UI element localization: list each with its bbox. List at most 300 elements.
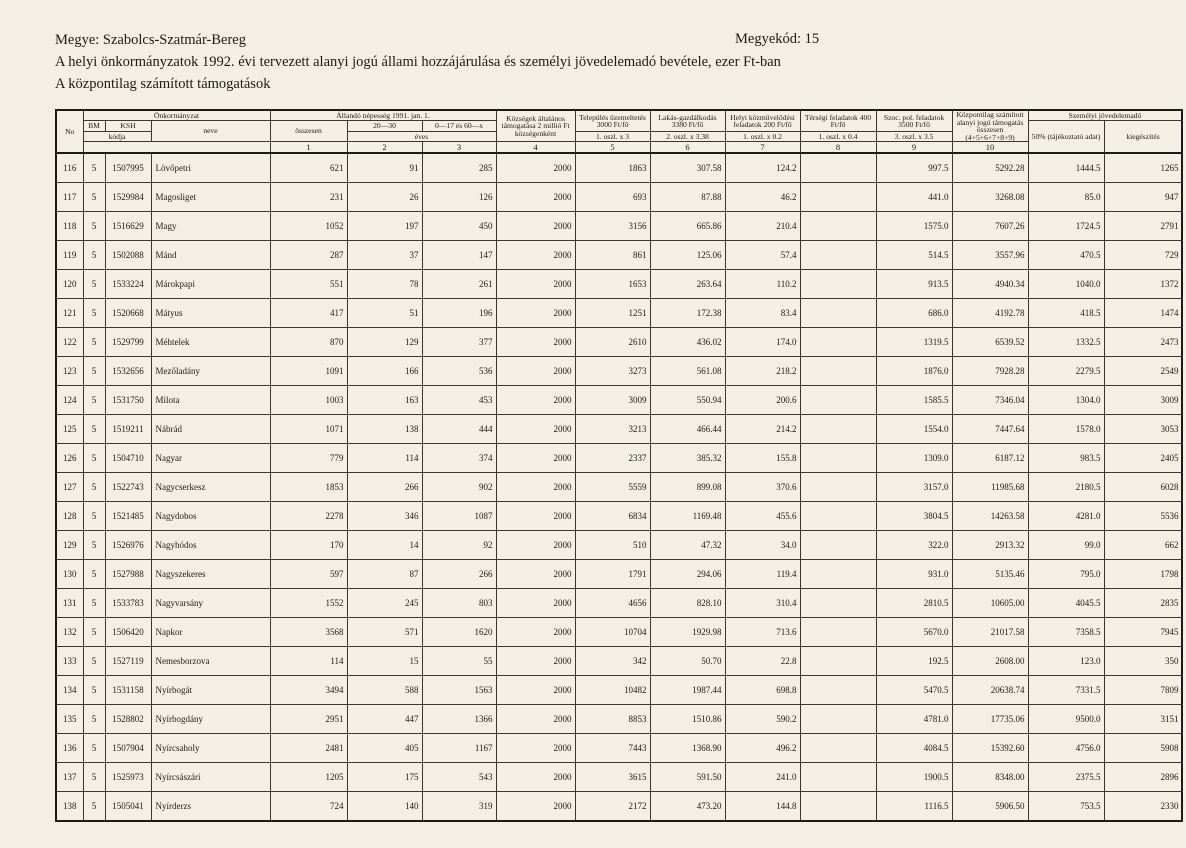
row-helyi: 155.8 [725, 444, 800, 473]
row-tersegi [800, 792, 876, 822]
col-szja-50: 50% (tájékoztató adat) [1028, 121, 1104, 154]
row-name: Nagycserkesz [151, 473, 270, 502]
row-szoc: 1575.0 [876, 212, 952, 241]
row-no: 131 [56, 589, 83, 618]
table-body [56, 153, 1182, 821]
row-kozpontilag: 15392.60 [952, 734, 1028, 763]
col-kodja: kódja [83, 132, 151, 142]
row-helyi: 241.0 [725, 763, 800, 792]
row-kozsegek: 2000 [496, 386, 575, 415]
row-osszesen: 114 [270, 647, 347, 676]
col-onkormanyzat: Önkormányzat [83, 110, 270, 121]
row-szoc: 997.5 [876, 153, 952, 183]
row-lakas: 466.44 [650, 415, 725, 444]
row-szja-kieg: 2896 [1104, 763, 1182, 792]
row-kozpontilag: 7346.04 [952, 386, 1028, 415]
row-szoc: 5470.5 [876, 676, 952, 705]
row-age-0-17: 92 [422, 531, 496, 560]
row-szja-50: 2375.5 [1028, 763, 1104, 792]
row-helyi: 57.4 [725, 241, 800, 270]
row-szja-50: 418.5 [1028, 299, 1104, 328]
row-bm: 5 [83, 357, 105, 386]
row-tersegi [800, 386, 876, 415]
row-kozsegek: 2000 [496, 241, 575, 270]
row-telepules: 2610 [575, 328, 650, 357]
row-bm: 5 [83, 212, 105, 241]
col-number-blank [83, 142, 270, 154]
row-age-0-17: 1563 [422, 676, 496, 705]
row-osszesen: 287 [270, 241, 347, 270]
row-osszesen: 2278 [270, 502, 347, 531]
row-szja-50: 2279.5 [1028, 357, 1104, 386]
row-no: 120 [56, 270, 83, 299]
row-age-20-30: 140 [347, 792, 422, 822]
row-ksh: 1527119 [105, 647, 151, 676]
table-header [56, 110, 1182, 153]
row-no: 133 [56, 647, 83, 676]
row-helyi: 46.2 [725, 183, 800, 212]
row-ksh: 1533783 [105, 589, 151, 618]
table-row [56, 792, 1182, 822]
row-bm: 5 [83, 763, 105, 792]
row-kozpontilag: 10605.00 [952, 589, 1028, 618]
row-ksh: 1531158 [105, 676, 151, 705]
row-age-20-30: 405 [347, 734, 422, 763]
table-row [56, 531, 1182, 560]
row-osszesen: 1853 [270, 473, 347, 502]
row-no: 128 [56, 502, 83, 531]
row-kozsegek: 2000 [496, 415, 575, 444]
row-kozsegek: 2000 [496, 444, 575, 473]
row-kozpontilag: 14263.58 [952, 502, 1028, 531]
col-lakas: Lakás-gazdálkodás 3380 Ft/fő [650, 110, 725, 132]
row-telepules: 1653 [575, 270, 650, 299]
row-szja-kieg: 729 [1104, 241, 1182, 270]
row-kozsegek: 2000 [496, 153, 575, 183]
row-age-0-17: 1087 [422, 502, 496, 531]
row-no: 129 [56, 531, 83, 560]
row-szja-kieg: 5536 [1104, 502, 1182, 531]
row-bm: 5 [83, 328, 105, 357]
row-no: 136 [56, 734, 83, 763]
row-name: Nyírbogát [151, 676, 270, 705]
row-szja-kieg: 6028 [1104, 473, 1182, 502]
row-age-0-17: 319 [422, 792, 496, 822]
row-tersegi [800, 676, 876, 705]
row-szja-kieg: 947 [1104, 183, 1182, 212]
row-no: 125 [56, 415, 83, 444]
col-ksh: KSH [105, 121, 151, 132]
row-no: 127 [56, 473, 83, 502]
row-ksh: 1507904 [105, 734, 151, 763]
row-no: 119 [56, 241, 83, 270]
row-szja-50: 753.5 [1028, 792, 1104, 822]
row-telepules: 1863 [575, 153, 650, 183]
row-lakas: 172.38 [650, 299, 725, 328]
table-row [56, 502, 1182, 531]
row-telepules: 1251 [575, 299, 650, 328]
row-lakas: 550.94 [650, 386, 725, 415]
row-kozpontilag: 8348.00 [952, 763, 1028, 792]
col-neve: neve [151, 121, 270, 142]
col-nepesseg: Állandó népesség 1991. jan. 1. [270, 110, 496, 121]
row-kozsegek: 2000 [496, 328, 575, 357]
row-osszesen: 231 [270, 183, 347, 212]
row-osszesen: 2481 [270, 734, 347, 763]
data-table [55, 109, 1183, 822]
row-szoc: 1876.0 [876, 357, 952, 386]
col-number: 4 [496, 142, 575, 154]
col-kozpontilag: Központilag számított alanyi jogú támogatás összesen (4+5+6+7+8+9) [952, 110, 1028, 142]
row-bm: 5 [83, 415, 105, 444]
row-bm: 5 [83, 589, 105, 618]
row-kozsegek: 2000 [496, 212, 575, 241]
row-age-0-17: 55 [422, 647, 496, 676]
row-kozsegek: 2000 [496, 531, 575, 560]
row-bm: 5 [83, 676, 105, 705]
row-ksh: 1532656 [105, 357, 151, 386]
row-bm: 5 [83, 153, 105, 183]
row-helyi: 83.4 [725, 299, 800, 328]
row-kozpontilag: 7928.28 [952, 357, 1028, 386]
row-bm: 5 [83, 270, 105, 299]
row-telepules: 2172 [575, 792, 650, 822]
row-age-0-17: 450 [422, 212, 496, 241]
row-ksh: 1502088 [105, 241, 151, 270]
row-age-20-30: 91 [347, 153, 422, 183]
row-ksh: 1526976 [105, 531, 151, 560]
row-no: 134 [56, 676, 83, 705]
row-kozpontilag: 7607.26 [952, 212, 1028, 241]
row-szja-kieg: 2473 [1104, 328, 1182, 357]
row-kozpontilag: 20638.74 [952, 676, 1028, 705]
row-tersegi [800, 618, 876, 647]
row-szja-50: 85.0 [1028, 183, 1104, 212]
row-age-0-17: 196 [422, 299, 496, 328]
col-number: 2 [347, 142, 422, 154]
row-tersegi [800, 734, 876, 763]
row-name: Mezőladány [151, 357, 270, 386]
row-name: Magosliget [151, 183, 270, 212]
row-szoc: 1900.5 [876, 763, 952, 792]
row-kozsegek: 2000 [496, 763, 575, 792]
row-ksh: 1516629 [105, 212, 151, 241]
row-no: 132 [56, 618, 83, 647]
row-tersegi [800, 473, 876, 502]
row-helyi: 22.8 [725, 647, 800, 676]
row-kozpontilag: 4940.34 [952, 270, 1028, 299]
row-szoc: 2810.5 [876, 589, 952, 618]
row-lakas: 125.06 [650, 241, 725, 270]
row-name: Lövőpetri [151, 153, 270, 183]
row-kozsegek: 2000 [496, 502, 575, 531]
row-ksh: 1531750 [105, 386, 151, 415]
row-szja-50: 9500.0 [1028, 705, 1104, 734]
row-szoc: 1309.0 [876, 444, 952, 473]
row-age-0-17: 1366 [422, 705, 496, 734]
row-helyi: 110.2 [725, 270, 800, 299]
row-kozpontilag: 6187.12 [952, 444, 1028, 473]
row-helyi: 218.2 [725, 357, 800, 386]
row-helyi: 200.6 [725, 386, 800, 415]
row-ksh: 1528802 [105, 705, 151, 734]
row-osszesen: 724 [270, 792, 347, 822]
row-szja-50: 7331.5 [1028, 676, 1104, 705]
row-tersegi [800, 241, 876, 270]
row-osszesen: 870 [270, 328, 347, 357]
col-number: 5 [575, 142, 650, 154]
row-szoc: 4084.5 [876, 734, 952, 763]
county-code: Megyekód: 15 [735, 31, 820, 47]
row-age-20-30: 138 [347, 415, 422, 444]
row-lakas: 1368.90 [650, 734, 725, 763]
row-szja-kieg: 2549 [1104, 357, 1182, 386]
row-szoc: 514.5 [876, 241, 952, 270]
row-kozpontilag: 5135.46 [952, 560, 1028, 589]
row-szja-50: 7358.5 [1028, 618, 1104, 647]
col-number: 6 [650, 142, 725, 154]
row-kozpontilag: 2913.32 [952, 531, 1028, 560]
row-szoc: 322.0 [876, 531, 952, 560]
row-helyi: 698.8 [725, 676, 800, 705]
row-age-20-30: 15 [347, 647, 422, 676]
row-age-0-17: 444 [422, 415, 496, 444]
row-kozpontilag: 5906.50 [952, 792, 1028, 822]
row-age-20-30: 14 [347, 531, 422, 560]
row-osszesen: 1552 [270, 589, 347, 618]
row-age-0-17: 377 [422, 328, 496, 357]
row-helyi: 144.8 [725, 792, 800, 822]
row-szja-kieg: 350 [1104, 647, 1182, 676]
row-bm: 5 [83, 183, 105, 212]
row-tersegi [800, 183, 876, 212]
row-name: Napkor [151, 618, 270, 647]
row-tersegi [800, 763, 876, 792]
table-row [56, 705, 1182, 734]
row-lakas: 899.08 [650, 473, 725, 502]
row-tersegi [800, 212, 876, 241]
row-no: 124 [56, 386, 83, 415]
row-szja-50: 1040.0 [1028, 270, 1104, 299]
row-bm: 5 [83, 734, 105, 763]
row-kozsegek: 2000 [496, 357, 575, 386]
row-szja-kieg: 1372 [1104, 270, 1182, 299]
col-eves: éves [347, 132, 496, 142]
row-szja-kieg: 2405 [1104, 444, 1182, 473]
row-telepules: 1791 [575, 560, 650, 589]
row-telepules: 6834 [575, 502, 650, 531]
row-age-0-17: 261 [422, 270, 496, 299]
row-telepules: 2337 [575, 444, 650, 473]
row-kozpontilag: 17735.06 [952, 705, 1028, 734]
col-lakas-sub: 2. oszl. x 3.38 [650, 132, 725, 142]
table-row [56, 676, 1182, 705]
row-lakas: 50.70 [650, 647, 725, 676]
row-ksh: 1506420 [105, 618, 151, 647]
row-kozpontilag: 21017.58 [952, 618, 1028, 647]
row-age-0-17: 453 [422, 386, 496, 415]
row-helyi: 214.2 [725, 415, 800, 444]
row-kozpontilag: 3268.08 [952, 183, 1028, 212]
col-number: 9 [876, 142, 952, 154]
row-no: 123 [56, 357, 83, 386]
row-tersegi [800, 560, 876, 589]
row-no: 137 [56, 763, 83, 792]
row-bm: 5 [83, 531, 105, 560]
table-row [56, 153, 1182, 183]
row-kozsegek: 2000 [496, 792, 575, 822]
row-no: 118 [56, 212, 83, 241]
row-bm: 5 [83, 241, 105, 270]
row-no: 122 [56, 328, 83, 357]
row-helyi: 590.2 [725, 705, 800, 734]
row-osszesen: 1003 [270, 386, 347, 415]
row-szja-50: 2180.5 [1028, 473, 1104, 502]
row-szja-kieg: 2835 [1104, 589, 1182, 618]
row-szja-kieg: 7945 [1104, 618, 1182, 647]
row-szja-kieg: 1798 [1104, 560, 1182, 589]
row-helyi: 174.0 [725, 328, 800, 357]
row-ksh: 1527988 [105, 560, 151, 589]
row-kozsegek: 2000 [496, 618, 575, 647]
row-age-20-30: 447 [347, 705, 422, 734]
row-no: 117 [56, 183, 83, 212]
row-lakas: 1987.44 [650, 676, 725, 705]
row-age-20-30: 37 [347, 241, 422, 270]
row-szja-50: 470.5 [1028, 241, 1104, 270]
col-telepules-sub: 1. oszl. x 3 [575, 132, 650, 142]
row-szoc: 913.5 [876, 270, 952, 299]
row-szoc: 3804.5 [876, 502, 952, 531]
row-lakas: 385.32 [650, 444, 725, 473]
row-bm: 5 [83, 502, 105, 531]
row-szja-50: 1444.5 [1028, 153, 1104, 183]
table-row [56, 299, 1182, 328]
col-number: 3 [422, 142, 496, 154]
row-szja-50: 1724.5 [1028, 212, 1104, 241]
row-name: Méhtelek [151, 328, 270, 357]
row-name: Mátyus [151, 299, 270, 328]
row-bm: 5 [83, 792, 105, 822]
row-telepules: 3213 [575, 415, 650, 444]
table-row [56, 183, 1182, 212]
row-tersegi [800, 299, 876, 328]
row-osszesen: 779 [270, 444, 347, 473]
row-telepules: 8853 [575, 705, 650, 734]
row-tersegi [800, 647, 876, 676]
table-row [56, 473, 1182, 502]
row-name: Nemesborzova [151, 647, 270, 676]
col-helyi-sub: 1. oszl. x 0.2 [725, 132, 800, 142]
row-no: 126 [56, 444, 83, 473]
row-kozpontilag: 6539.52 [952, 328, 1028, 357]
row-telepules: 3009 [575, 386, 650, 415]
county-title: Megye: Szabolcs-Szatmár-Bereg [55, 32, 246, 48]
table-row [56, 560, 1182, 589]
row-telepules: 10704 [575, 618, 650, 647]
row-age-20-30: 87 [347, 560, 422, 589]
row-helyi: 496.2 [725, 734, 800, 763]
row-szja-kieg: 2330 [1104, 792, 1182, 822]
row-tersegi [800, 589, 876, 618]
row-kozsegek: 2000 [496, 734, 575, 763]
row-osszesen: 1052 [270, 212, 347, 241]
row-lakas: 1510.86 [650, 705, 725, 734]
row-szja-50: 1578.0 [1028, 415, 1104, 444]
row-telepules: 3615 [575, 763, 650, 792]
row-szoc: 1554.0 [876, 415, 952, 444]
row-szja-50: 983.5 [1028, 444, 1104, 473]
row-no: 135 [56, 705, 83, 734]
row-ksh: 1522743 [105, 473, 151, 502]
row-kozsegek: 2000 [496, 270, 575, 299]
row-kozsegek: 2000 [496, 647, 575, 676]
col-age-20-30: 20—30 [347, 121, 422, 132]
row-helyi: 34.0 [725, 531, 800, 560]
row-age-0-17: 803 [422, 589, 496, 618]
row-name: Mánd [151, 241, 270, 270]
row-name: Márokpapi [151, 270, 270, 299]
col-osszesen: összesen [270, 121, 347, 142]
table-row [56, 444, 1182, 473]
row-helyi: 210.4 [725, 212, 800, 241]
row-telepules: 693 [575, 183, 650, 212]
row-szja-kieg: 2791 [1104, 212, 1182, 241]
row-szoc: 5670.0 [876, 618, 952, 647]
row-ksh: 1521485 [105, 502, 151, 531]
row-helyi: 310.4 [725, 589, 800, 618]
row-lakas: 591.50 [650, 763, 725, 792]
row-szoc: 1319.5 [876, 328, 952, 357]
row-age-20-30: 51 [347, 299, 422, 328]
row-helyi: 370.6 [725, 473, 800, 502]
row-kozsegek: 2000 [496, 183, 575, 212]
row-tersegi [800, 153, 876, 183]
row-kozsegek: 2000 [496, 676, 575, 705]
row-szoc: 441.0 [876, 183, 952, 212]
row-tersegi [800, 444, 876, 473]
row-lakas: 665.86 [650, 212, 725, 241]
row-osszesen: 3568 [270, 618, 347, 647]
row-ksh: 1529984 [105, 183, 151, 212]
col-number: 10 [952, 142, 1028, 154]
row-szoc: 1585.5 [876, 386, 952, 415]
row-age-0-17: 543 [422, 763, 496, 792]
table-row [56, 270, 1182, 299]
row-helyi: 124.2 [725, 153, 800, 183]
row-name: Nyírderzs [151, 792, 270, 822]
row-ksh: 1519211 [105, 415, 151, 444]
row-bm: 5 [83, 705, 105, 734]
table-row [56, 386, 1182, 415]
row-name: Nagyvarsány [151, 589, 270, 618]
col-bm: BM [83, 121, 105, 132]
row-tersegi [800, 502, 876, 531]
table-row [56, 241, 1182, 270]
row-kozsegek: 2000 [496, 473, 575, 502]
row-name: Nábrád [151, 415, 270, 444]
table-row [56, 357, 1182, 386]
row-szja-kieg: 1474 [1104, 299, 1182, 328]
row-age-20-30: 175 [347, 763, 422, 792]
row-bm: 5 [83, 299, 105, 328]
row-telepules: 3273 [575, 357, 650, 386]
row-age-0-17: 902 [422, 473, 496, 502]
row-name: Nagyar [151, 444, 270, 473]
row-bm: 5 [83, 647, 105, 676]
row-age-0-17: 147 [422, 241, 496, 270]
row-bm: 5 [83, 473, 105, 502]
